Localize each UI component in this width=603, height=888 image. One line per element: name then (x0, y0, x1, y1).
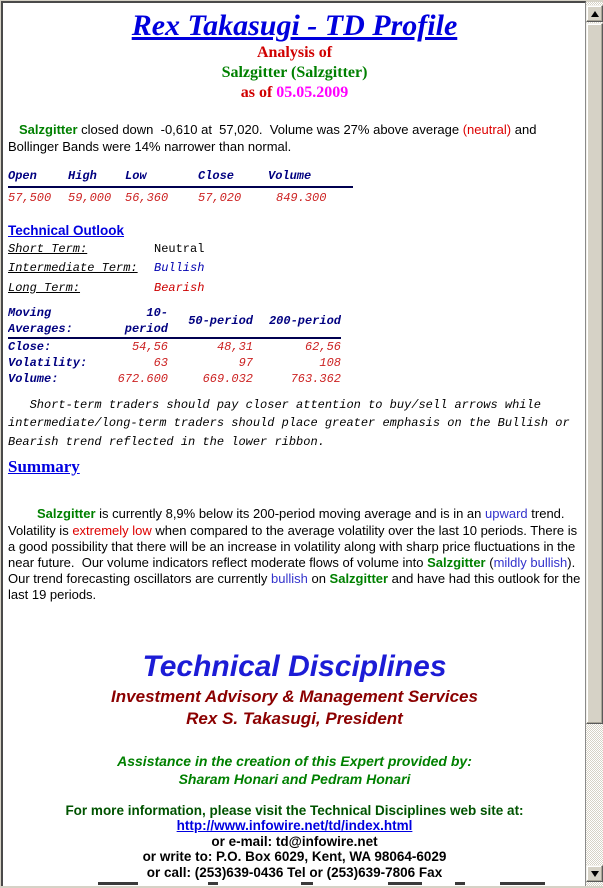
page-title (8, 9, 581, 43)
info-line: For more information, please visit the Technical Disciplines web site at: (65, 802, 524, 818)
report-page (1, 1, 586, 888)
ohlc-header-close: Close (198, 169, 268, 187)
outlook-row-intermediate-term (8, 259, 581, 278)
scroll-down-button[interactable] (586, 865, 603, 882)
website-line (8, 818, 581, 834)
ma-value: 97 (238, 355, 253, 370)
summary-link[interactable]: Summary (8, 457, 80, 477)
ma-value: 62,56 (304, 339, 341, 354)
ma-row-label: Volume: (8, 371, 59, 386)
summary-paragraph: Salzgitter is currently 8,9% below its 200-period moving average and is in an upward trend. Volatility is extremely low when compared to the average volatility over the last 10 periods. There is a good possibility that there will be an increase in volatility along with sharp price fluctuations in the near future. Our volume indicators reflect moderate flows of volume into Salzgitter (mildly bullish). Our trend forecasting oscillators are currently bullish on Salzgitter and have had this outlook for the last 19 periods. (8, 506, 584, 603)
page-title-link[interactable]: Rex Takasugi - TD Profile (131, 9, 458, 42)
outlook-row-short-term (8, 240, 581, 259)
intro-paragraph: Salzgitter closed down -0,610 at 57,020. Volume was 27% above average (neutral) and Bollinger Bands were 14% narrower than normal. (8, 122, 541, 154)
email-line: or e-mail: td@infowire.net (211, 833, 378, 849)
ohlc-header-high: High (68, 169, 125, 187)
down-arrow-icon (591, 871, 599, 877)
outlook-value: Neutral (154, 242, 205, 256)
ma-header-row (8, 305, 341, 338)
outlook-label: Intermediate Term: (8, 261, 138, 276)
ma-value: 108 (319, 355, 341, 370)
ohlc-value-row (8, 187, 353, 206)
asof-label: as of (240, 84, 277, 101)
ohlc-header-row (8, 169, 353, 187)
asof-date: 05.05.2009 (276, 84, 349, 101)
outlook-label: Short Term: (8, 242, 88, 256)
write-line: or write to: P.O. Box 6029, Kent, WA 98064-6029 (142, 849, 447, 865)
ma-row-volatility (8, 355, 341, 371)
ohlc-value-high: 59,000 (68, 191, 112, 205)
ohlc-header-open: Open (8, 169, 68, 187)
subtitle-analysis: Analysis of (256, 44, 333, 61)
ribbon-note: Short-term traders should pay closer attention to buy/sell arrows while intermediate/long-term traders should place greater emphasis on the Bullish or Bearish trend reflected in the lower ribbon. (8, 397, 577, 449)
ma-header-200: 200-period (253, 305, 341, 338)
outlook-row-long-term (8, 279, 581, 298)
ma-heading: Moving Averages: (8, 305, 113, 338)
assist-line-1: Assistance in the creation of this Expert provided by: (117, 752, 472, 769)
assist-line-2: Sharam Honari and Pedram Honari (178, 770, 411, 787)
ohlc-value-volume: 849.300 (276, 191, 327, 205)
outlook-value: Bearish (154, 280, 205, 295)
ma-row-volume (8, 371, 341, 387)
technical-outlook-link[interactable]: Technical Outlook (8, 223, 125, 238)
ma-value: 669.032 (202, 371, 253, 386)
outlook-value: Bullish (154, 261, 205, 276)
ma-value: 63 (153, 355, 168, 370)
ohlc-header-low: Low (125, 169, 198, 187)
up-arrow-icon (591, 11, 599, 17)
president-line: Rex S. Takasugi, President (186, 708, 403, 728)
ma-header-50: 50-period (168, 305, 253, 338)
ohlc-header-volume: Volume (268, 169, 353, 187)
ohlc-value-close: 57,020 (198, 191, 242, 205)
ma-row-close (8, 338, 341, 355)
website-link[interactable]: http://www.infowire.net/td/index.html (176, 818, 413, 834)
ma-row-label: Close: (8, 339, 52, 354)
scroll-thumb[interactable] (586, 23, 603, 724)
ohlc-value-open: 57,500 (8, 191, 52, 205)
ma-value: 672.600 (117, 371, 168, 386)
subtitle-company: Salzgitter (Salzgitter) (221, 64, 368, 81)
subtitle-date (8, 83, 581, 103)
ohlc-table (8, 169, 353, 206)
ohlc-value-low: 56,360 (125, 191, 169, 205)
ma-header-10: 10-period (113, 305, 168, 338)
clipped-text-line (3, 881, 583, 885)
ma-row-label: Volatility: (8, 355, 88, 370)
ma-value: 48,31 (216, 339, 253, 354)
summary-section (8, 457, 581, 477)
advisory-line: Investment Advisory & Management Services (111, 686, 478, 706)
vertical-scrollbar[interactable] (586, 2, 603, 886)
outlook-label: Long Term: (8, 280, 81, 295)
technical-outlook-section (8, 206, 581, 298)
call-line: or call: (253)639-0436 Tel or (253)639-7806 Fax (146, 864, 443, 880)
scroll-up-button[interactable] (586, 5, 603, 22)
ma-value: 54,56 (131, 339, 168, 354)
company-banner: Technical Disciplines (142, 649, 447, 683)
ma-value: 763.362 (290, 371, 341, 386)
moving-averages-table (8, 305, 341, 387)
